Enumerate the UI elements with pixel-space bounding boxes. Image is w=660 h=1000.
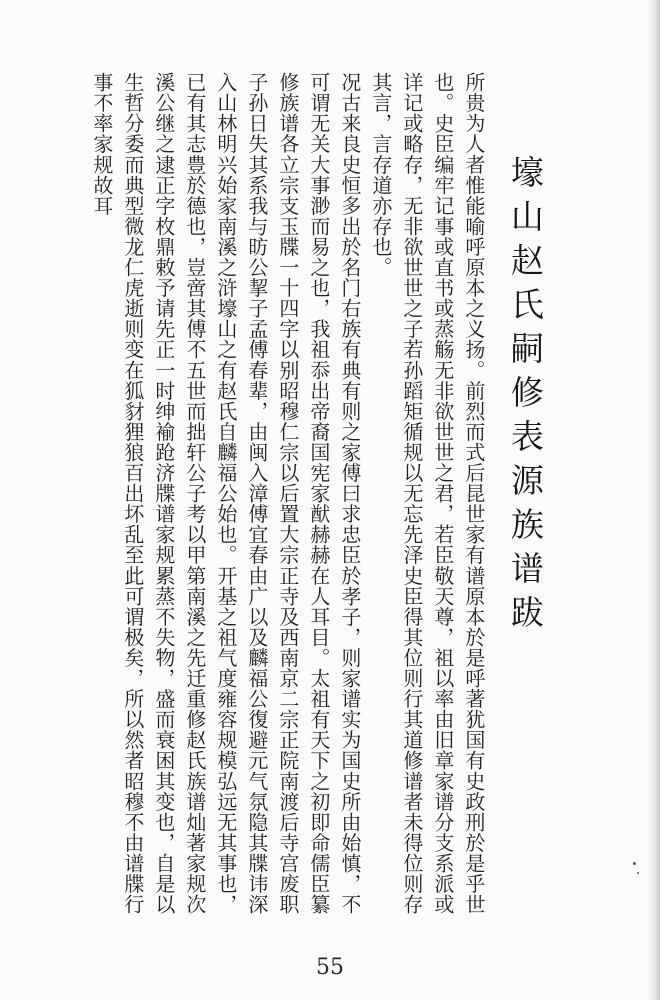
vertical-text-block xyxy=(86,72,564,932)
scan-edge-shadow xyxy=(646,0,660,1000)
scan-speck xyxy=(633,862,636,865)
paragraph-2: 况古来良史恒多出於名门右族有典有则之家傅曰求忠臣於孝子，则家谱实为国史所由始慎，不可谓无关大事渺而易之也，我祖忝出帝裔国宪家猷赫赫在人耳目。太祖有天下之初即命儒臣纂修族谱各立宗支玉牒一十四字以别昭穆仁宗以后置大宗正寺及西南京二宗正院南渡后寺宫废职子孙日失其系我与昉公挈子孟傅春辈，由闽入漳傅宜春由广以及麟福公復避元气氛隐其牒讳深入山林明兴始家南溪之浒壕山之有赵氏自麟福公始也。开基之祖气度雍容规模弘远无其事也，已有其志豊於德也，豈啻其傅不五世而拙轩公子考以甲第南溪之先迁重修赵氏族谱灿著家规次溪公继之逮正字枚鼎敕予请先正一时绅褕跄济牒谱家规累蒸不失物，盛而衰困其变也，自是以生哲分委而典型微龙仁虎逝则变在狐豺狸狼百出坏乱至此可谓极矣，所以然者昭穆不由谱牒行事不率家规故耳 xyxy=(89,72,362,915)
paragraph-1: 所贵为人者惟能喻呼原本之义扬。前烈而式后昆世家有谱原本於是呼著犹国有史政刑於是乎世也。史臣编牢记事或直书或蒸觞无非欲世世之君，若臣敬天尊，祖以率由旧章家谱分支系派或详记或略存，无非欲世世之子若孙蹈矩循规以无忘先泽史臣得其位则行其道修谱者未得位则存其言，言存道亦存也。 xyxy=(368,72,486,915)
body-text xyxy=(86,72,489,932)
document-title: 壕山赵氏嗣修表源族谱跋 xyxy=(505,155,545,639)
page-number: 55 xyxy=(316,955,344,980)
scan-speck xyxy=(637,872,639,874)
